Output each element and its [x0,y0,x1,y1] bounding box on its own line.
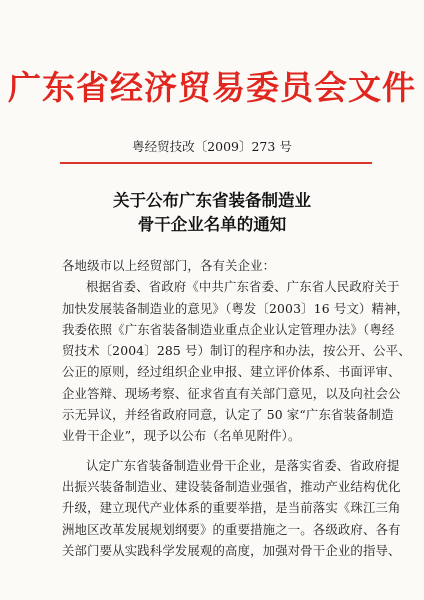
body-line: 企业答辩、现场考察、征求省直有关部门意见，以及向社会公 [62,385,401,401]
notice-title-line: 关于公布广东省装备制造业 [113,191,311,210]
body-line: 加快发展装备制造业的意见》（粤发〔2003〕16 号文）精神， [62,300,410,316]
body-line: 公正的原则，经过组织企业申报、建立评价体系、书面评审、 [62,364,401,380]
body-line: 出振兴装备制造业、建设装备制造业强省，推动产业结构优化 [62,478,401,494]
body-line: 关部门要从实践科学发展观的高度，加强对骨干企业的指导、 [62,542,401,558]
header-divider [60,162,372,164]
paragraph-gap [62,447,380,455]
body-line: 示无异议，并经省政府同意，认定了 50 家“广东省装备制造 [62,407,394,423]
document-header-title: 广东省经济贸易委员会文件 [8,68,416,107]
body-line: 业骨干企业”，现予以公布（名单见附件）。 [62,428,301,444]
salutation: 各地级市以上经贸部门，各有关企业： [62,258,276,273]
body-line: 认定广东省装备制造业骨干企业，是落实省委、省政府提 [86,457,400,473]
body-line: 我委依照《广东省装备制造业重点企业认定管理办法》（粤经 [62,321,395,337]
body-line: 根据省委、省政府《中共广东省委、广东省人民政府关于 [86,279,400,295]
document-body [62,255,411,561]
body-line: 洲地区改革发展规划纲要》的重要措施之一。各级政府、各有 [62,521,401,537]
body-line: 贸技术〔2004〕285 号）制订的程序和办法，按公开、公平、 [62,343,411,359]
body-line: 升级，建立现代产业体系的重要举措，是当前落实《珠江三角 [62,500,401,516]
document-number: 粤经贸技改〔2009〕273 号 [132,139,292,154]
notice-title [0,189,424,237]
notice-title-line: 骨干企业名单的通知 [137,215,287,234]
